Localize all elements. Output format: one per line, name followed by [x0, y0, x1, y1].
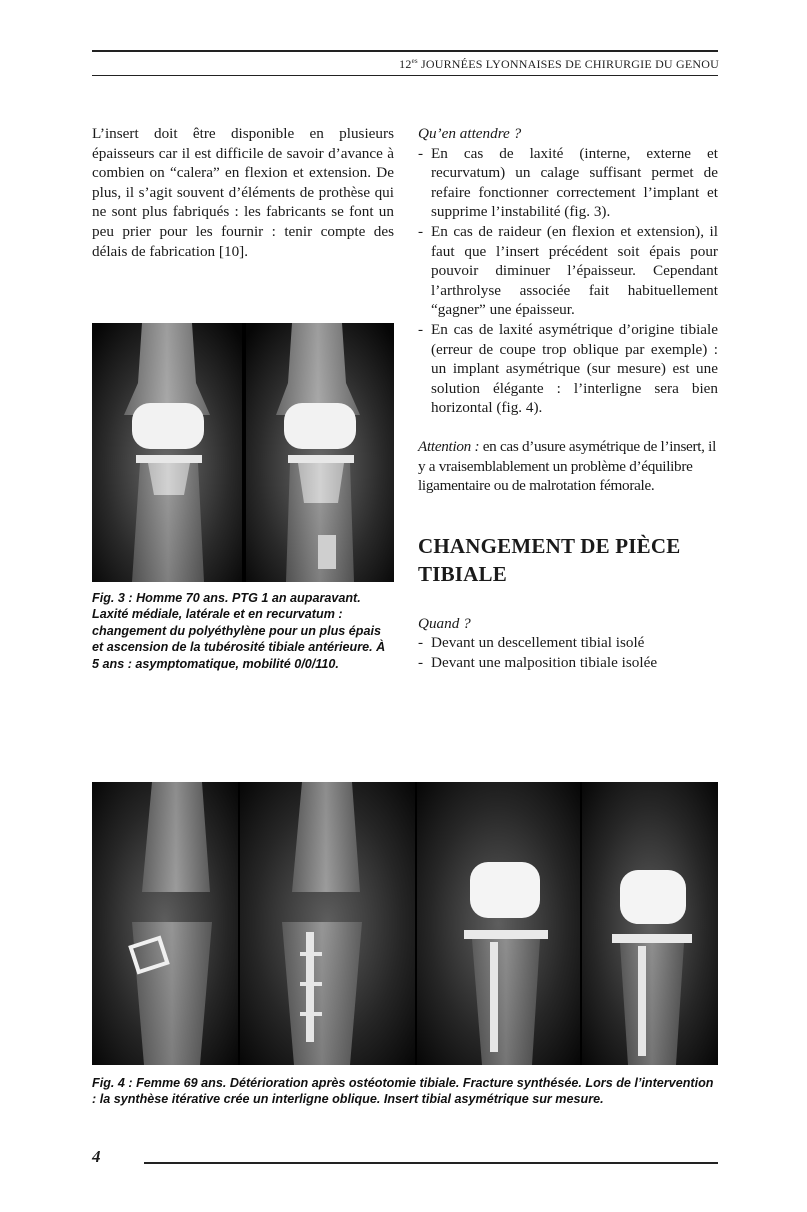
expect-heading: Qu’en attendre ?	[418, 125, 522, 142]
attention-text: en cas d’usure asymétrique de l’insert, il y a vraisemblablement un problème d’équilibre ligamentaire ou de malrotation fémorale.	[418, 437, 717, 495]
insert-thickness-paragraph: L’insert doit être disponible en plusieurs épaisseurs car il est difficile de savoir d’avance à combien on “calera” en flexion et extension. De plus, il s’agit souvent d’éléments de prothèse qui ne sont plus fabriqués : les fabricants se font un peu prier pour les fournir : tenir compte des délais de fabrication [10].	[92, 125, 394, 260]
page-number: 4	[92, 1147, 101, 1166]
right-column	[418, 124, 718, 672]
list-item: - Devant une malposition tibiale isolée	[418, 653, 718, 673]
section-title: CHANGEMENT DE PIÈCE TIBIALE	[418, 533, 681, 586]
attention-paragraph	[418, 437, 718, 496]
list-item: - En cas de laxité asymétrique d’origine tibiale (erreur de coupe trop oblique par exemple) : un implant asymétrique (sur mesure) est une solution élégante : l’interligne sera bien horizontal (fig. 4).	[418, 320, 718, 418]
list-item: - Devant un descellement tibial isolé	[418, 633, 718, 653]
list-item: - En cas de raideur (en flexion et extension), il faut que l’insert précédent soit épais pour pouvoir diminuer l’épaisseur. Cependant l’arthrolyse associée fait habituellement “gagner” une épaisseur.	[418, 222, 718, 320]
list-item: - En cas de laxité (interne, externe et recurvatum) un calage suffisant permet de refaire fonctionner correctement l’implant et supprime l’instabilité (fig. 3).	[418, 144, 718, 222]
header-bottom-rule	[92, 75, 718, 76]
expect-list	[418, 144, 718, 418]
figure-3-xray	[92, 323, 394, 582]
figure-4-knee-xray-image	[92, 782, 718, 1065]
when-heading: Quand ?	[418, 614, 471, 632]
attention-label: Attention :	[418, 437, 480, 455]
figure-3-knee-xray-image	[92, 323, 394, 582]
left-column	[92, 124, 394, 261]
running-header: $12^{es}$ JOURNÉES LYONNAISES DE CHIRURGIE DU GENOU	[399, 57, 719, 71]
figure-3-caption: Fig. 3 : Homme 70 ans. PTG 1 an auparavant. Laxité médiale, latérale et en recurvatum : changement du polyéthylène pour un plus épais et ascension de la tubérosité tibiale antérieure. À 5 ans : asymptomatique, mobilité 0/0/110.	[92, 591, 386, 671]
figure-4-xray	[92, 782, 718, 1065]
when-list	[418, 633, 718, 672]
header-top-rule	[92, 50, 718, 52]
figure-4-caption: Fig. 4 : Femme 69 ans. Détérioration après ostéotomie tibiale. Fracture synthésée. Lors de l’intervention : la synthèse itérative crée un interligne oblique. Insert tibial asymétrique sur mesure.	[92, 1076, 714, 1107]
footer-rule	[144, 1162, 718, 1164]
